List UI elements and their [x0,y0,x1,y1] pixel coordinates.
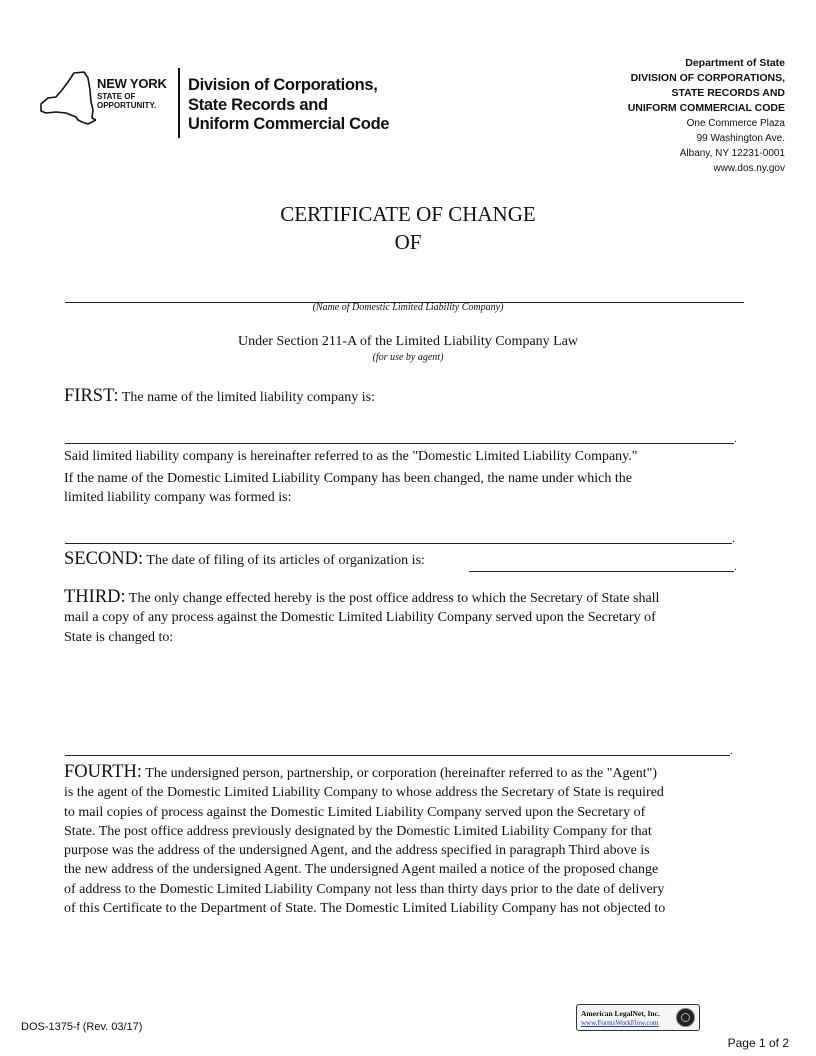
period: . [732,531,735,545]
period: . [734,431,737,445]
new-york-state-map-icon [38,68,96,134]
fourth-paragraph: FOURTH: The undersigned person, partnership, or corporation (hereinafter referred to as the "Agent") is the agent of the Domestic Limited Liability Company to whose address the Secretary of State is required to mail copies of process against the Domestic Limited Liability Company served upon the Secretary of State. The post office address previously designated by the Domestic Limited Liability Company for that purpose was the address of the undersigned Agent, and the address specified in paragraph Third above is the new address of the undersigned Agent. The undersigned Agent mailed a notice of the proposed change of address to the Domestic Limited Liability Company not less than thirty days prior to the date of delivery of this Certificate to the Department of State. The Domestic Limited Liability Company has not objected to [64,762,666,917]
for-use-note: (for use by agent) [372,352,444,363]
ny-logo-wordmark: NEW YORK [97,76,167,91]
document-title: CERTIFICATE OF CHANGE OF [280,202,536,254]
name-changed-text: If the name of the Domestic Limited Liability Company has been changed, the name under which the limited liability company was formed is: [64,471,632,506]
website-link[interactable]: www.dos.ny.gov [713,163,785,174]
section-law-heading: Under Section 211-A of the Limited Liability Company Law [237,334,579,349]
fourth-label: FOURTH: [64,762,143,782]
department-address-block: Department of State DIVISION OF CORPORATIONS, STATE RECORDS AND UNIFORM COMMERCIAL CODE One Commerce Plaza 99 Washington Ave. Albany, NY 12231-0001 www.dos.ny.gov [627,57,785,174]
period: . [734,559,737,573]
original-name-field[interactable] [65,543,732,544]
llc-name-field[interactable] [65,443,734,444]
globe-icon [676,1008,695,1027]
said-text: Said limited liability company is hereinafter referred to as the "Domestic Limited Liability Company." [64,449,638,464]
filing-date-field[interactable] [469,571,734,572]
first-paragraph [64,387,375,407]
ny-logo-tagline: STATE OF OPPORTUNITY. [97,92,157,110]
second-paragraph [64,550,425,570]
third-label: THIRD: [64,587,126,607]
second-text: The date of filing of its articles of organization is: [146,553,425,568]
third-paragraph: THIRD: The only change effected hereby is the post office address to which the Secretary of State shall mail a copy of any process against the Domestic Limited Liability Company served upon the Secretary of State is changed to: [64,587,660,645]
header-divider [178,68,180,138]
legalnet-badge[interactable]: American LegalNet, Inc. www.FormsWorkFlow.com [576,1004,700,1031]
period: . [730,743,733,757]
company-name-caption: (Name of Domestic Limited Liability Company) [312,302,504,313]
new-address-field[interactable] [65,755,730,756]
first-text: The name of the limited liability company is: [121,390,375,405]
division-heading: Division of Corporations, State Records and Uniform Commercial Code [188,76,390,133]
page-number: Page 1 of 2 [727,1036,789,1050]
first-label: FIRST: [64,386,119,406]
form-id: DOS-1375-f (Rev. 03/17) [21,1021,143,1033]
second-label: SECOND: [64,549,144,569]
